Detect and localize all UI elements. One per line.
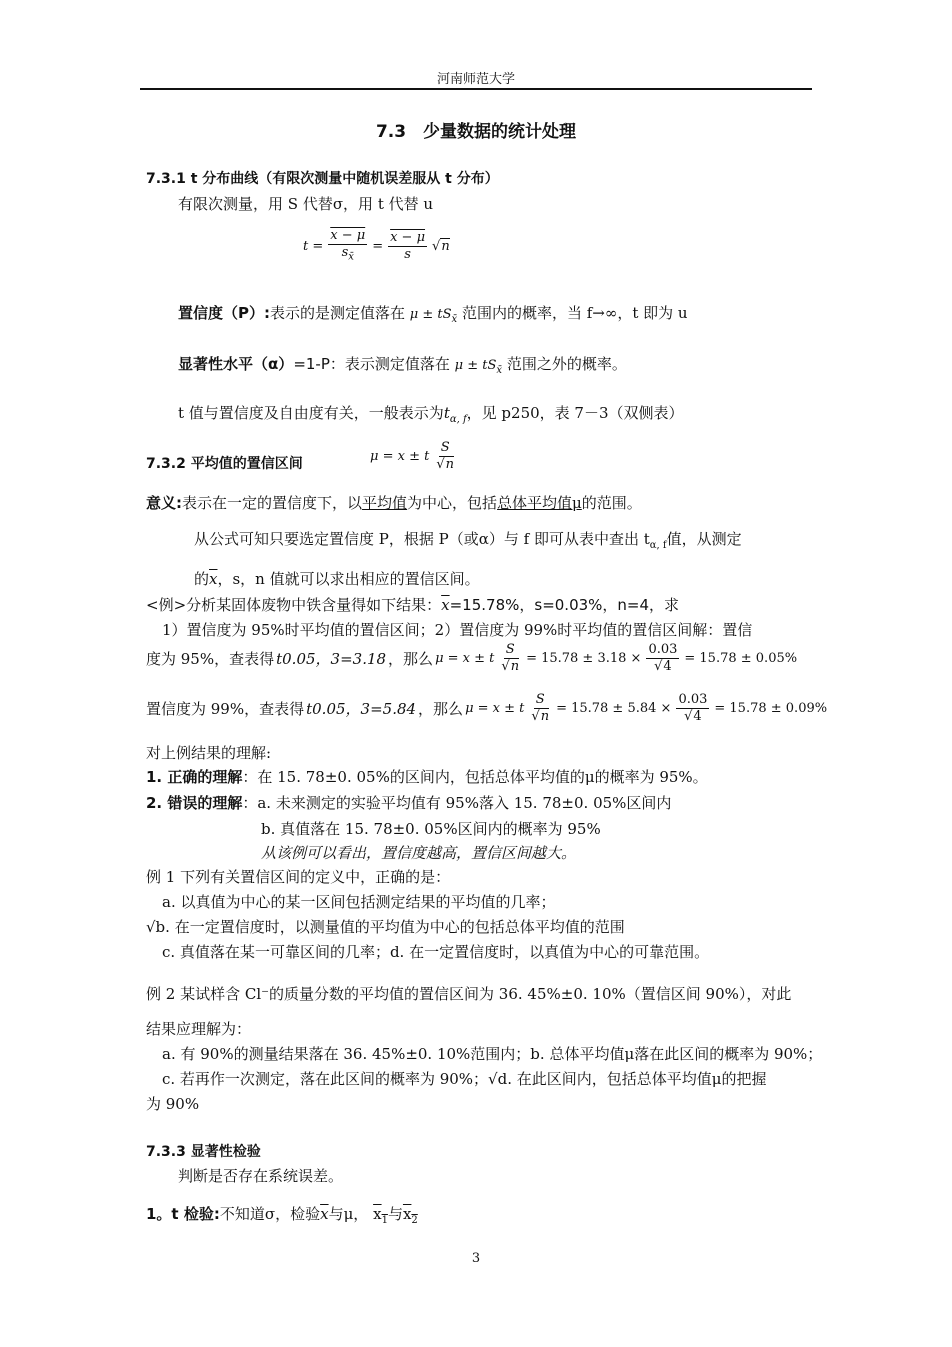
example-line: <例>分析某固体废物中铁含量得如下结果：$\overline{x}=15.78\%$，s=0.03%，n=4，求 — [146, 596, 680, 614]
t-distribution-formula: t = $\frac{x - \mu}{s_{x̄}}$ = $\frac{x - \mu}{s}$ √n — [303, 228, 450, 263]
conclusion: 从该例可以看出，置信度越高，置信区间越大。 — [261, 844, 577, 862]
t-test-line: 1。t 检验:不知道σ，检验$\overline{x}$与μ， $x_1$与$x_2$ — [146, 1205, 418, 1226]
example-2-cont: 结果应理解为： — [146, 1020, 252, 1038]
example-1-option-a: a. 以真值为中心的某一区间包括测定结果的平均值的几率； — [162, 893, 556, 911]
example-2-option-cd: c. 若再作一次测定，落在此区间的概率为 90%；√d. 在此区间内，包括总体平均值μ的把握 — [162, 1070, 767, 1088]
example-1-option-b: √b. 在一定置信度时，以测量值的平均值为中心的包括总体平均值的范围 — [146, 918, 625, 936]
significance-definition: 显著性水平（α）=1-P：表示测定值落在 $\mu \pm tS_{x̄}$ 范围之外的概率。 — [178, 355, 627, 376]
significance-intro: 判断是否存在系统误差。 — [178, 1167, 344, 1185]
calc-95: 度为 95%，查表得 t0.05，3=3.18 ，那么 μ = x ± t $\frac{S}{√n}$ = 15.78 ± 3.18 × $\frac{0.03}{√4}$ = 15.78 ± 0.05% — [146, 642, 798, 674]
heading-7-3-2: 7.3.2 平均值的置信区间 — [146, 456, 303, 472]
understanding-heading: 对上例结果的理解: — [146, 744, 272, 762]
example-1-title: 例 1 下列有关置信区间的定义中，正确的是： — [146, 868, 451, 886]
example-2-option-ab: a. 有 90%的测量结果落在 36. 45%±0. 10%范围内；b. 总体平均值μ落在此区间的概率为 90%； — [162, 1045, 823, 1063]
header-rule — [140, 88, 812, 90]
question-line: 1）置信度为 95%时平均值的置信区间；2）置信度为 99%时平均值的置信区间解：置信 — [162, 621, 753, 639]
confidence-interval-formula: μ = x ± t $\frac{S}{√n}$ — [370, 440, 454, 472]
intro-text: 有限次测量，用 S 代替σ，用 t 代替 u — [178, 195, 434, 213]
page-header: 河南师范大学 — [436, 72, 515, 87]
example-2-title: 例 2 某试样含 Cl⁻的质量分数的平均值的置信区间为 36. 45%±0. 10%（置信区间 90%），对此 — [146, 985, 792, 1003]
formula-explanation-1: 从公式可知只要选定置信度 P，根据 P（或α）与 f 即可从表中查出 $t_{\alpha, f}$值，从测定 — [194, 530, 742, 551]
example-1-option-cd: c. 真值落在某一可靠区间的几率；d. 在一定置信度时，以真值为中心的可靠范围。 — [162, 943, 710, 961]
section-title: 7.3 少量数据的统计处理 — [375, 122, 577, 142]
confidence-definition: 置信度（P）:表示的是测定值落在 $\mu \pm tS_{x̄}$ 范围内的概率，当 f→∞，t 即为 u — [178, 304, 688, 325]
correct-understanding: 1. 正确的理解：在 15. 78±0. 05%的区间内，包括总体平均值的μ的概率为 95%。 — [146, 768, 708, 786]
wrong-understanding: 2. 错误的理解：a. 未来测定的实验平均值有 95%落入 15. 78±0. 05%区间内 — [146, 794, 672, 812]
heading-7-3-1: 7.3.1 t 分布曲线（有限次测量中随机误差服从 t 分布） — [146, 171, 499, 187]
calc-99: 置信度为 99%，查表得 t0.05，3=5.84 ，那么 μ = x ± t $\frac{S}{√n}$ = 15.78 ± 5.84 × $\frac{0.03}{√4}$ = 15.78 ± 0.09% — [146, 692, 828, 724]
formula-explanation-2: 的$\overline{x}$，s，n 值就可以求出相应的置信区间。 — [194, 570, 480, 588]
heading-7-3-3: 7.3.3 显著性检验 — [146, 1144, 261, 1160]
wrong-understanding-b: b. 真值落在 15. 78±0. 05%区间内的概率为 95% — [261, 820, 601, 838]
t-value-note: t 值与置信度及自由度有关，一般表示为$t_{\alpha, f}$，见 p250，表 7－3（双侧表） — [178, 404, 684, 425]
page-number: 3 — [471, 1251, 481, 1266]
meaning-line: 意义:表示在一定的置信度下，以平均值为中心，包括总体平均值μ的范围。 — [146, 494, 642, 512]
example-2-end: 为 90% — [146, 1095, 200, 1113]
